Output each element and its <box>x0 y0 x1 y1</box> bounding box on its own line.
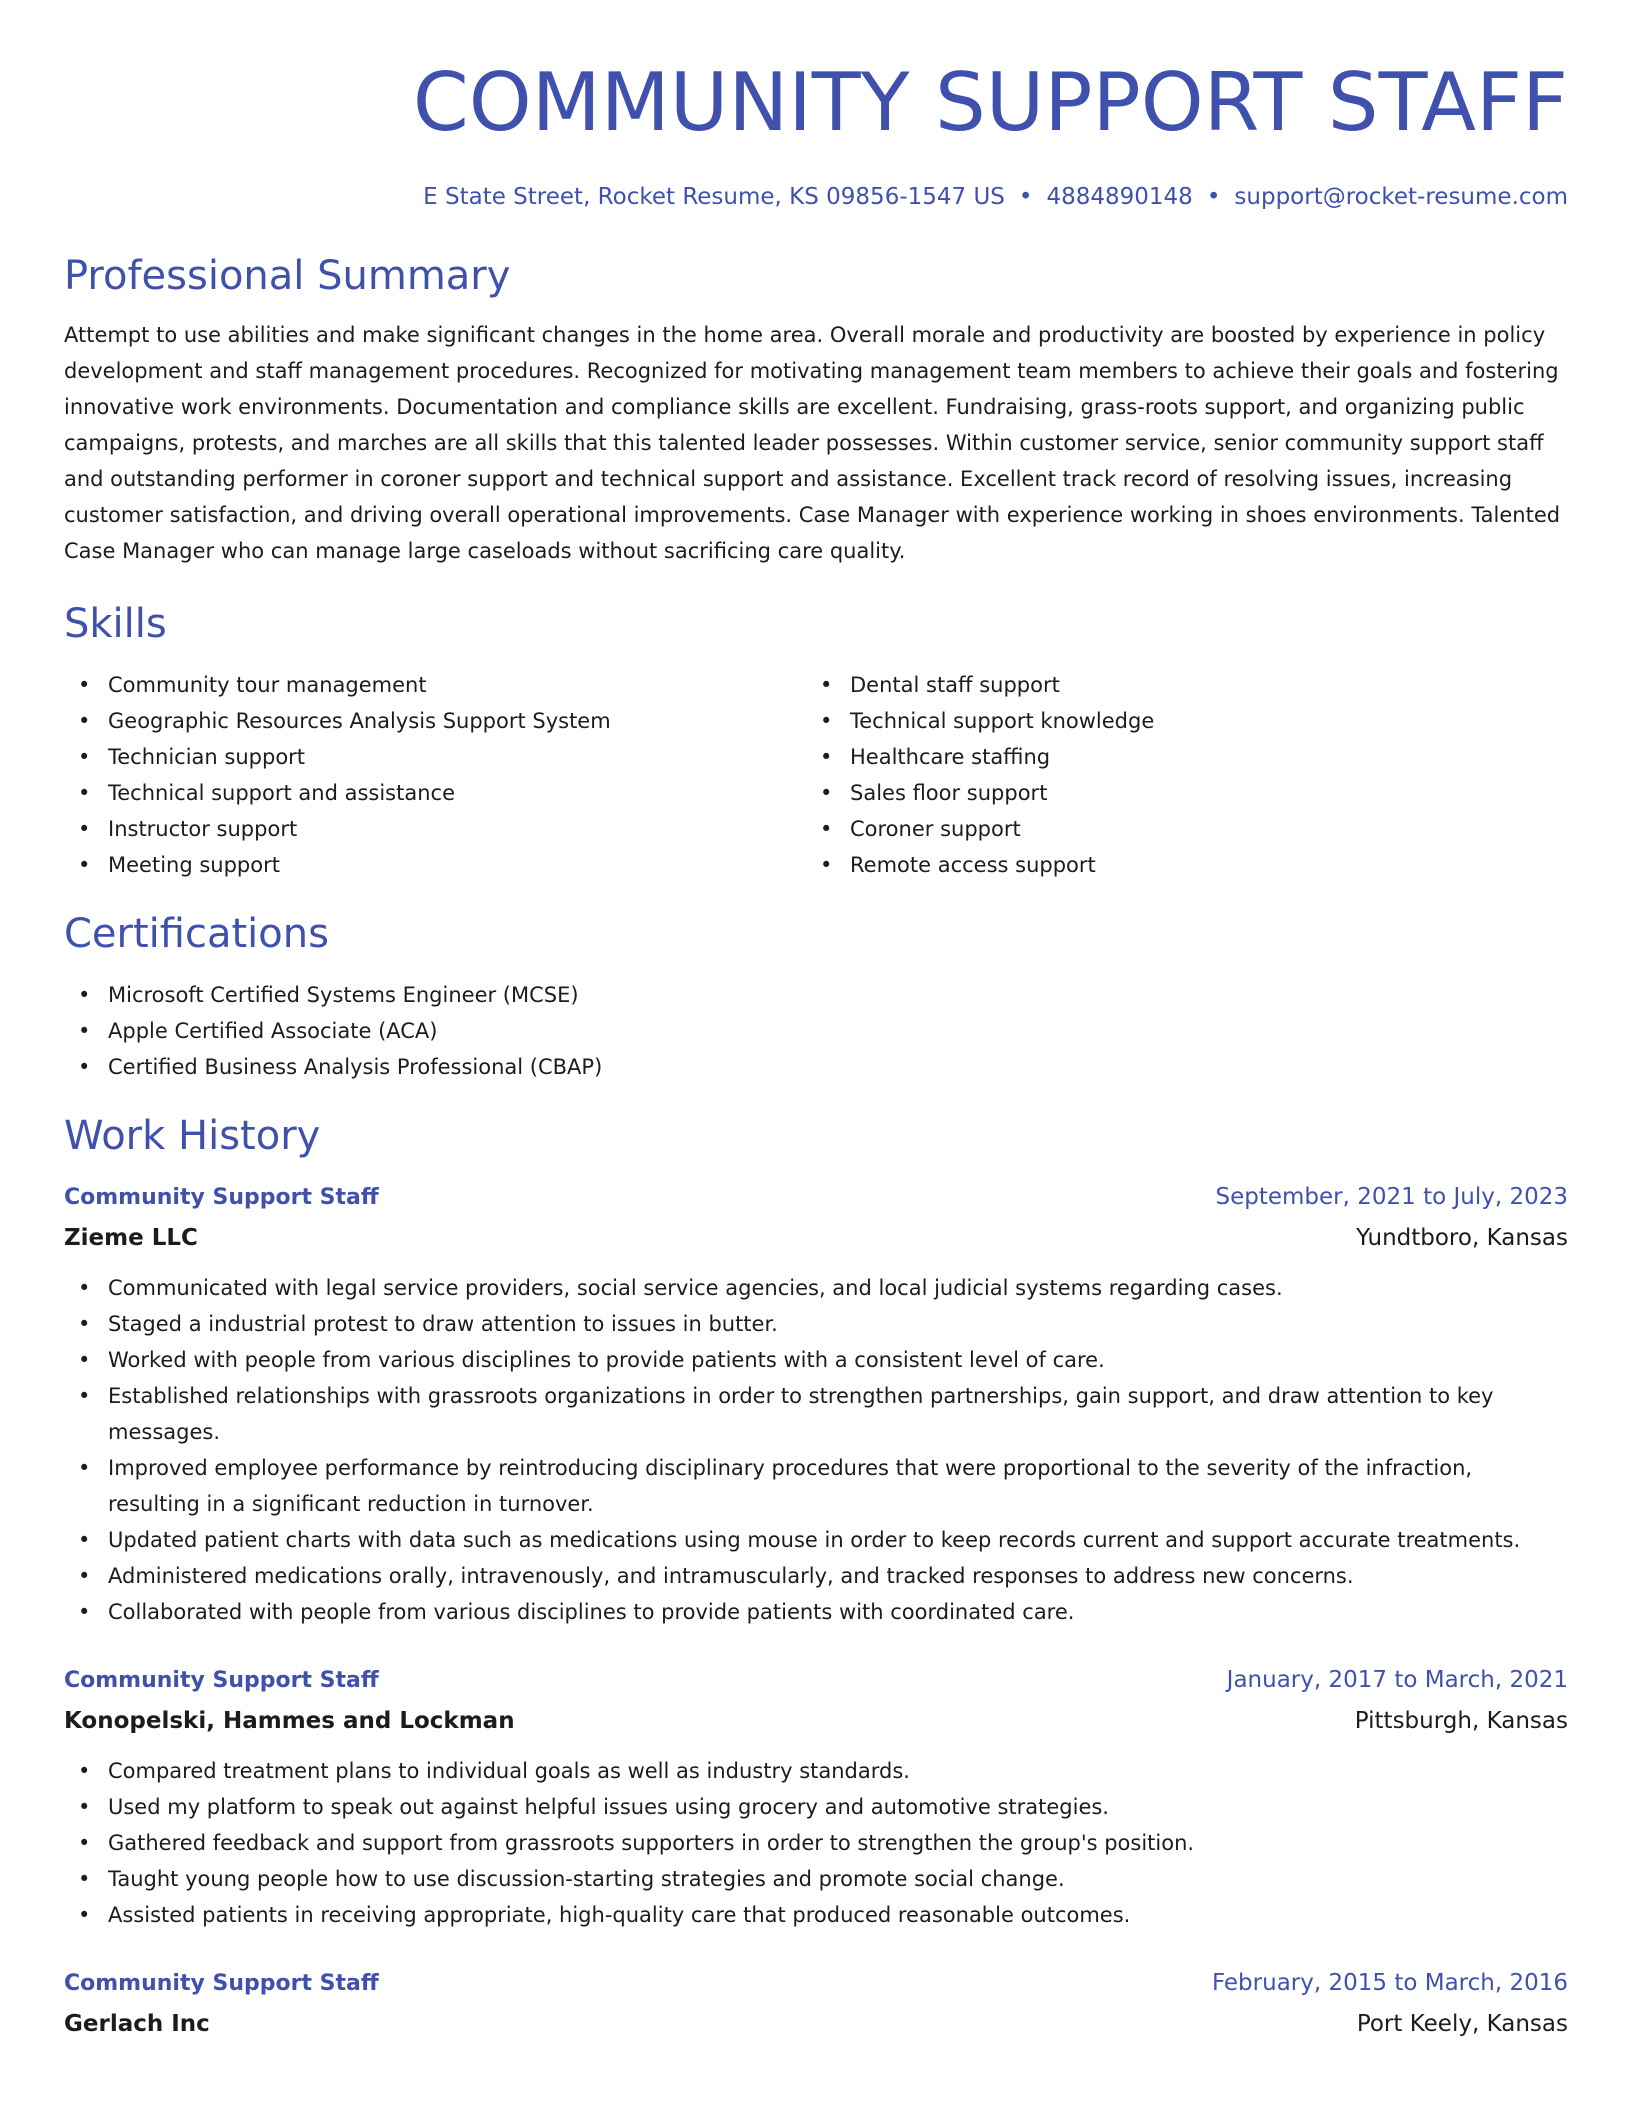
skills-left-list <box>64 667 806 883</box>
resume-title: COMMUNITY SUPPORT STAFF <box>412 56 1568 149</box>
job-bullet: • Administered medications orally, intravenously, and intramuscularly, and tracked responses to address new concerns. <box>64 1558 1568 1594</box>
job-bullet: • Established relationships with grassroots organizations in order to strengthen partnerships, gain support, and draw attention to key messages. <box>64 1378 1568 1450</box>
job-company: Konopelski, Hammes and Lockman <box>64 1708 515 1734</box>
work-history-heading: Work History <box>64 1113 321 1159</box>
job-title-row <box>64 1179 1568 1216</box>
contact-address: E State Street, Rocket Resume, KS 09856-1547 US <box>423 184 1005 210</box>
job-bullet: • Used my platform to speak out against helpful issues using grocery and automotive strategies. <box>64 1789 1568 1825</box>
skill-item: • Community tour management <box>64 667 806 703</box>
contact-line <box>64 181 1568 213</box>
job-bullet: • Compared treatment plans to individual goals as well as industry standards. <box>64 1753 1568 1789</box>
skill-item: • Dental staff support <box>806 667 1548 703</box>
job-location: Port Keely, Kansas <box>1356 2011 1568 2037</box>
skill-item: • Technician support <box>64 739 806 775</box>
contact-separator: • <box>1206 184 1221 210</box>
job-company-row <box>64 1220 1568 1256</box>
job-location: Yundtboro, Kansas <box>1356 1225 1568 1251</box>
job-bullet: • Updated patient charts with data such as medications using mouse in order to keep records current and support accurate treatments. <box>64 1522 1568 1558</box>
job-dates: January, 2017 to March, 2021 <box>1226 1667 1568 1693</box>
job-dates: September, 2021 to July, 2023 <box>1215 1184 1568 1210</box>
certifications-list <box>64 977 1568 1085</box>
job-entry <box>64 1179 1568 1630</box>
job-bullet: • Staged a industrial protest to draw attention to issues in butter. <box>64 1306 1568 1342</box>
job-bullet: • Communicated with legal service providers, social service agencies, and local judicial systems regarding cases. <box>64 1270 1568 1306</box>
job-title: Community Support Staff <box>64 1971 379 1996</box>
job-title-row <box>64 1662 1568 1699</box>
job-company-row <box>64 1703 1568 1739</box>
job-bullet: • Worked with people from various disciplines to provide patients with a consistent level of care. <box>64 1342 1568 1378</box>
skill-item: • Technical support and assistance <box>64 775 806 811</box>
job-bullet: • Taught young people how to use discussion-starting strategies and promote social change. <box>64 1861 1568 1897</box>
skill-item: • Instructor support <box>64 811 806 847</box>
contact-separator: • <box>1018 184 1033 210</box>
job-bullet: • Gathered feedback and support from grassroots supporters in order to strengthen the group's position. <box>64 1825 1568 1861</box>
job-bullets <box>64 1753 1568 1933</box>
job-location: Pittsburgh, Kansas <box>1354 1708 1568 1734</box>
job-entry <box>64 1965 1568 2042</box>
job-title: Community Support Staff <box>64 1185 379 1210</box>
skills-grid <box>64 667 1568 883</box>
job-dates: February, 2015 to March, 2016 <box>1211 1970 1568 1996</box>
summary-text: Attempt to use abilities and make significant changes in the home area. Overall morale and productivity are boosted by experience in policy development and staff management procedures. Recognized for motivating management team members to achieve their goals and fostering innovative work environments. Documentation and compliance skills are excellent. Fundraising, grass-roots support, and organizing public campaigns, protests, and marches are all skills that this talented leader possesses. Within customer service, senior community support staff and outstanding performer in coroner support and technical support and assistance. Excellent track record of resolving issues, increasing customer satisfaction, and driving overall operational improvements. Case Manager with experience working in shoes environments. Talented Case Manager who can manage large caseloads without sacrificing care quality. <box>64 323 1561 563</box>
skill-item: • Coroner support <box>806 811 1548 847</box>
job-company: Gerlach Inc <box>64 2011 210 2037</box>
job-entry <box>64 1662 1568 1933</box>
skills-right-list <box>806 667 1548 883</box>
job-title-row <box>64 1965 1568 2002</box>
certification-item: • Microsoft Certified Systems Engineer (MCSE) <box>64 977 1568 1013</box>
certification-item: • Certified Business Analysis Professional (CBAP) <box>64 1049 1568 1085</box>
job-company: Zieme LLC <box>64 1225 198 1251</box>
job-title: Community Support Staff <box>64 1668 379 1693</box>
contact-email[interactable]: support@rocket-resume.com <box>1234 184 1568 210</box>
certifications-heading: Certifications <box>64 911 329 957</box>
job-company-row <box>64 2006 1568 2042</box>
job-bullet: • Improved employee performance by reintroducing disciplinary procedures that were proportional to the severity of the infraction, resulting in a significant reduction in turnover. <box>64 1450 1568 1522</box>
contact-phone: 4884890148 <box>1046 184 1193 210</box>
skill-item: • Healthcare staffing <box>806 739 1548 775</box>
skills-heading: Skills <box>64 601 167 647</box>
skill-item: • Remote access support <box>806 847 1548 883</box>
skill-item: • Sales floor support <box>806 775 1548 811</box>
job-bullets <box>64 1270 1568 1630</box>
skill-item: • Geographic Resources Analysis Support System <box>64 703 806 739</box>
summary-heading: Professional Summary <box>64 253 511 299</box>
skill-item: • Technical support knowledge <box>806 703 1548 739</box>
job-bullet: • Assisted patients in receiving appropriate, high-quality care that produced reasonable outcomes. <box>64 1897 1568 1933</box>
certification-item: • Apple Certified Associate (ACA) <box>64 1013 1568 1049</box>
skill-item: • Meeting support <box>64 847 806 883</box>
job-bullet: • Collaborated with people from various disciplines to provide patients with coordinated care. <box>64 1594 1568 1630</box>
